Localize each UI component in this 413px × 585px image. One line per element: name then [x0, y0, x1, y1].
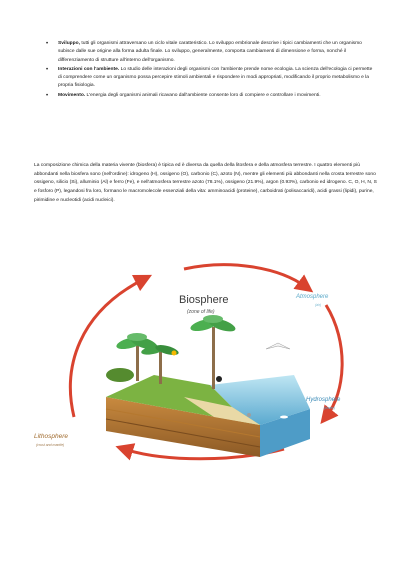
- item-lead: Interazioni con l'ambiente.: [58, 66, 120, 72]
- hydrosphere-label: Hydrosphere: [306, 397, 341, 403]
- list-item: [46, 40, 376, 65]
- item-text: Lo studio delle interazioni degli organismi con l'ambiente prende nome ecologia. La scienza dell'ecologia ci permette di comprendere come un organismo possa percepire stimoli ambientali e rispondere in modi appropriati, modificando il proprio metabolismo e la propria fisiologia.: [58, 66, 373, 89]
- hydrosphere-sublabel: (water): [324, 406, 335, 410]
- biosphere-diagram: [34, 257, 380, 467]
- lithosphere-sublabel: (crust and mantle): [36, 443, 65, 447]
- lithosphere-label: Lithosphere: [34, 433, 68, 440]
- item-lead: Movimento.: [58, 92, 86, 98]
- atmosphere-label: Atmosphere: [296, 294, 329, 300]
- item-lead: Sviluppo,: [58, 41, 81, 46]
- bird-icon: [266, 343, 290, 349]
- butterfly-icon: [172, 351, 177, 356]
- biosphere-label: Biosphere: [179, 294, 229, 306]
- biosphere-sublabel: (zone of life): [187, 309, 215, 315]
- composition-paragraph: La composizione chimica della materia vivente (biosfera) è tipica ed è diversa da quella della litosfera e della atmosfera terrestre. I quattro elementi più abbondanti nella biosfera sono (nell'ordine): idrogeno (H), ossigeno (O), carbonio (C), azoto (N), mentre gli elementi più abbondanti nella crosta terrestre sono ossigeno, silicio (Si), alluminio (Al) e ferro (Fe), e nell'atmosfera terrestre azoto (78.1%), ossigeno (21.9%), argon (0.93%), carbonio ed idrogeno. C, O, H, N, S e fosforo (P), legandosi fra loro, formano le macromolecole essenziali della vita: amminoacidi (proteine), carboidrati (polisaccaridi), acidi grassi (lipidi), purine, pirimidine e nucleotidi (acidi nucleici).: [34, 163, 377, 203]
- item-text: L'energia degli organismi animali ricavano dall'ambiente consente loro di compiere e controllare i movimenti.: [85, 92, 321, 98]
- cycle-arrow-top: [184, 265, 306, 287]
- rock-icon: [247, 413, 251, 417]
- biosphere-illustration: [34, 257, 380, 467]
- cat-icon: [216, 376, 222, 382]
- characteristics-list: [46, 40, 376, 101]
- bullet-icon: •: [46, 92, 49, 99]
- bullet-icon: •: [46, 41, 49, 47]
- atmosphere-sublabel: (air): [315, 303, 322, 307]
- list-item: [46, 92, 376, 100]
- item-text: tutti gli organismi attraversano un ciclo vitale caratteristico. Lo sviluppo embrionale descrive i tipici cambiamenti che un organismo subisce dalle sue origine alla forma adulta finale. Lo sviluppo, generalmente, comporta cambiamenti di dimensione e forma, nonché il differenziamento di strutture all'interno dell'organismo.: [58, 41, 362, 63]
- bullet-icon: •: [46, 66, 49, 73]
- boat-icon: [280, 416, 288, 419]
- list-item: [46, 66, 376, 91]
